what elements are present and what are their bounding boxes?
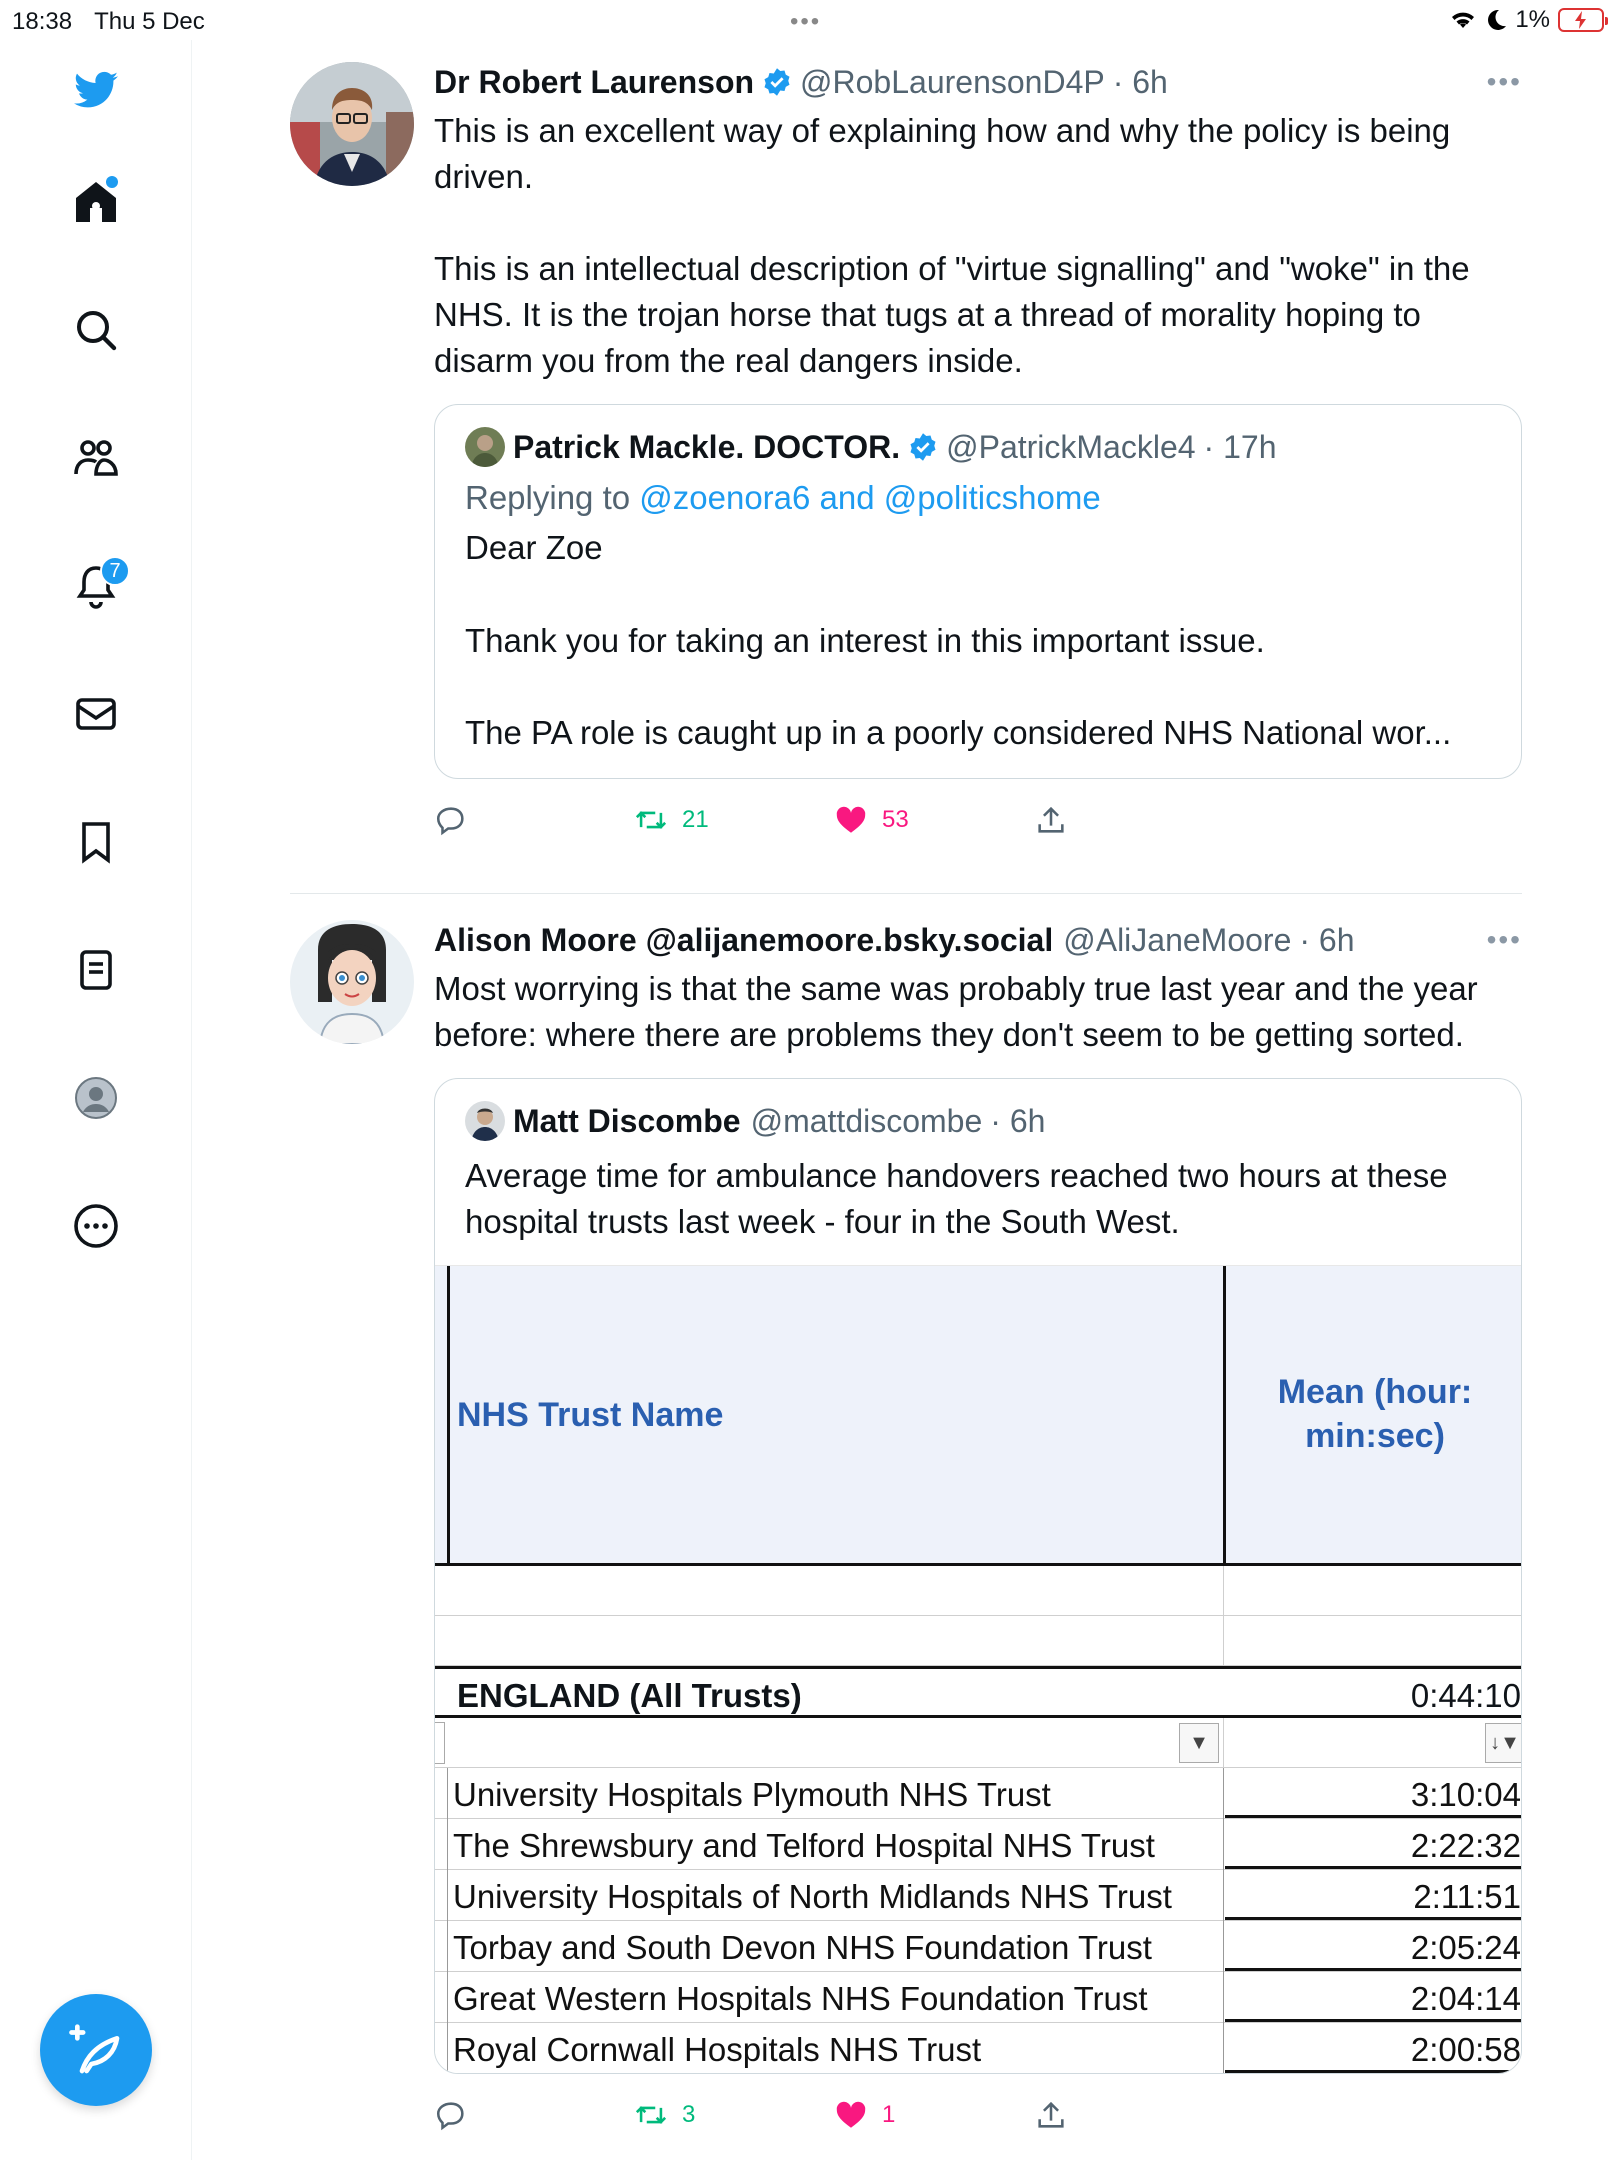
sidebar-nav [0, 40, 192, 2160]
tweet-actions [434, 2088, 1522, 2148]
table-border [447, 1768, 448, 2074]
quoted-text: Dear Zoe [465, 529, 603, 566]
multitasking-dots-icon[interactable]: ••• [790, 8, 822, 35]
quoted-text: Average time for ambulance handovers reached two hours at these hospital trusts last week - four in the South West. [465, 1157, 1448, 1240]
author-name[interactable]: Dr Robert Laurenson [434, 63, 755, 100]
verified-badge-icon [908, 432, 938, 462]
england-value: 0:44:10 [1410, 1677, 1521, 1714]
tweet-text: Most worrying is that the same was probably true last year and the year before: where there are problems they don't seem to be getting sorted. [434, 970, 1478, 1053]
trust-value: 2:04:14 [1410, 1980, 1521, 2017]
quoted-author-handle: @mattdiscombe [750, 1102, 983, 1139]
trust-value: 2:05:24 [1410, 1929, 1521, 1966]
replying-to-link[interactable]: @zoenora6 and @politicshome [639, 479, 1101, 516]
quoted-table-image[interactable] [435, 1265, 1521, 2073]
quoted-author-name: Matt Discombe [513, 1102, 741, 1139]
trust-name: Royal Cornwall Hospitals NHS Trust [453, 2031, 982, 2068]
trust-value: 2:00:58 [1410, 2031, 1521, 2068]
quoted-text: Thank you for taking an interest in this important issue. [465, 622, 1265, 659]
reply-button[interactable] [434, 803, 468, 837]
table-row [435, 1921, 1521, 1972]
table-row-england [435, 1666, 1521, 1718]
author-handle[interactable]: @RobLaurensonD4P [800, 63, 1105, 100]
notifications-badge: 7 [100, 556, 130, 586]
twitter-bird-icon[interactable] [68, 62, 124, 118]
tweet-actions [434, 793, 1522, 853]
compose-tweet-button[interactable] [40, 1994, 152, 2106]
compose-feather-icon [68, 2022, 124, 2078]
battery-percent: 1% [1515, 6, 1550, 33]
more-icon[interactable] [68, 1198, 124, 1254]
quoted-tweet-time: · 6h [990, 1102, 1046, 1139]
trust-name: Torbay and South Devon NHS Foundation Trust [453, 1929, 1152, 1966]
tweet-time: · 6h [1299, 921, 1355, 958]
avatar[interactable] [290, 920, 414, 1044]
like-button[interactable] [834, 2098, 895, 2132]
trust-value: 3:10:04 [1410, 1776, 1521, 1813]
retweet-count: 3 [682, 2101, 696, 2128]
reply-button[interactable] [434, 2098, 468, 2132]
table-row [435, 1819, 1521, 1870]
share-button[interactable] [1034, 2098, 1068, 2132]
share-button[interactable] [1034, 803, 1068, 837]
quoted-author-handle: @PatrickMackle4 [946, 428, 1196, 465]
like-button[interactable] [834, 803, 909, 837]
table-empty-row [435, 1566, 1521, 1616]
quoted-author-name: Patrick Mackle. DOCTOR. [513, 428, 901, 465]
messages-icon[interactable] [68, 686, 124, 742]
table-col-mean: Mean (hour: min:sec) [1277, 1373, 1473, 1455]
table-border [447, 1266, 450, 1566]
retweet-icon [634, 2098, 668, 2132]
table-header-row [435, 1266, 1521, 1566]
tweet-divider [290, 893, 1522, 894]
retweet-button[interactable] [634, 2098, 695, 2132]
quoted-tweet-time: · 17h [1203, 428, 1277, 465]
home-unread-dot [106, 176, 118, 188]
retweet-icon [634, 803, 668, 837]
like-count: 53 [882, 806, 909, 833]
bookmarks-icon[interactable] [68, 814, 124, 870]
trust-name: Great Western Hospitals NHS Foundation Trust [453, 1980, 1148, 2017]
quoted-tweet[interactable] [434, 1078, 1522, 2074]
author-handle[interactable]: @AliJaneMoore [1063, 921, 1292, 958]
table-border [1223, 1768, 1224, 2074]
replying-to-prefix: Replying to [465, 479, 640, 516]
notifications-icon[interactable] [68, 558, 124, 614]
table-border [435, 1722, 445, 1764]
table-filter-row [435, 1718, 1521, 1768]
status-time: 18:38 [12, 8, 73, 35]
tweet-time: · 6h [1112, 63, 1168, 100]
lists-icon[interactable] [68, 942, 124, 998]
avatar [465, 427, 505, 467]
table-row [435, 2023, 1521, 2074]
more-options-icon[interactable]: ••• [1486, 66, 1522, 97]
table-row [435, 1972, 1521, 2023]
like-count: 1 [882, 2101, 896, 2128]
retweet-button[interactable] [634, 803, 709, 837]
more-options-icon[interactable]: ••• [1486, 924, 1522, 955]
search-icon[interactable] [68, 302, 124, 358]
reply-icon [434, 2098, 468, 2132]
avatar[interactable] [290, 62, 414, 186]
heart-filled-icon [834, 803, 868, 837]
status-bar [0, 0, 1620, 40]
communities-icon[interactable] [68, 430, 124, 486]
profile-icon[interactable] [68, 1070, 124, 1126]
avatar [465, 1101, 505, 1141]
retweet-count: 21 [682, 806, 709, 833]
moon-icon [1485, 8, 1507, 32]
wifi-icon [1449, 8, 1477, 32]
tweet-text: This is an excellent way of explaining how and why the policy is being driven. [434, 112, 1451, 195]
replying-to [465, 479, 1491, 517]
trust-name: The Shrewsbury and Telford Hospital NHS Trust [453, 1827, 1155, 1864]
england-label: ENGLAND (All Trusts) [457, 1677, 802, 1714]
tweet-text: This is an intellectual description of "virtue signalling" and "woke" in the NHS. It is the trojan horse that tugs at a thread of morality hoping to disarm you from the real dangers inside. [434, 250, 1470, 379]
trust-value: 2:22:32 [1410, 1827, 1521, 1864]
table-border [1223, 1718, 1224, 1768]
share-icon [1034, 803, 1068, 837]
trust-name: University Hospitals of North Midlands NHS Trust [453, 1878, 1172, 1915]
battery-icon [1558, 8, 1604, 32]
trust-name: University Hospitals Plymouth NHS Trust [453, 1776, 1051, 1813]
sort-filter-icon[interactable]: ↓▼ [1485, 1723, 1522, 1763]
filter-dropdown-icon[interactable]: ▼ [1179, 1723, 1219, 1763]
table-row [435, 1870, 1521, 1921]
table-col-trust-name: NHS Trust Name [457, 1396, 724, 1434]
table-border [1223, 1566, 1224, 1666]
share-icon [1034, 2098, 1068, 2132]
quoted-tweet[interactable] [434, 404, 1522, 779]
table-border [1223, 1266, 1226, 1566]
reply-icon [434, 803, 468, 837]
status-date: Thu 5 Dec [94, 8, 205, 35]
heart-filled-icon [834, 2098, 868, 2132]
verified-badge-icon [762, 67, 792, 97]
quoted-text: The PA role is caught up in a poorly considered NHS National wor... [465, 714, 1452, 751]
trust-value: 2:11:51 [1413, 1878, 1521, 1915]
home-icon[interactable] [68, 174, 124, 230]
author-name[interactable]: Alison Moore @alijanemoore.bsky.social [434, 921, 1054, 958]
table-row [435, 1768, 1521, 1819]
table-empty-row [435, 1616, 1521, 1666]
